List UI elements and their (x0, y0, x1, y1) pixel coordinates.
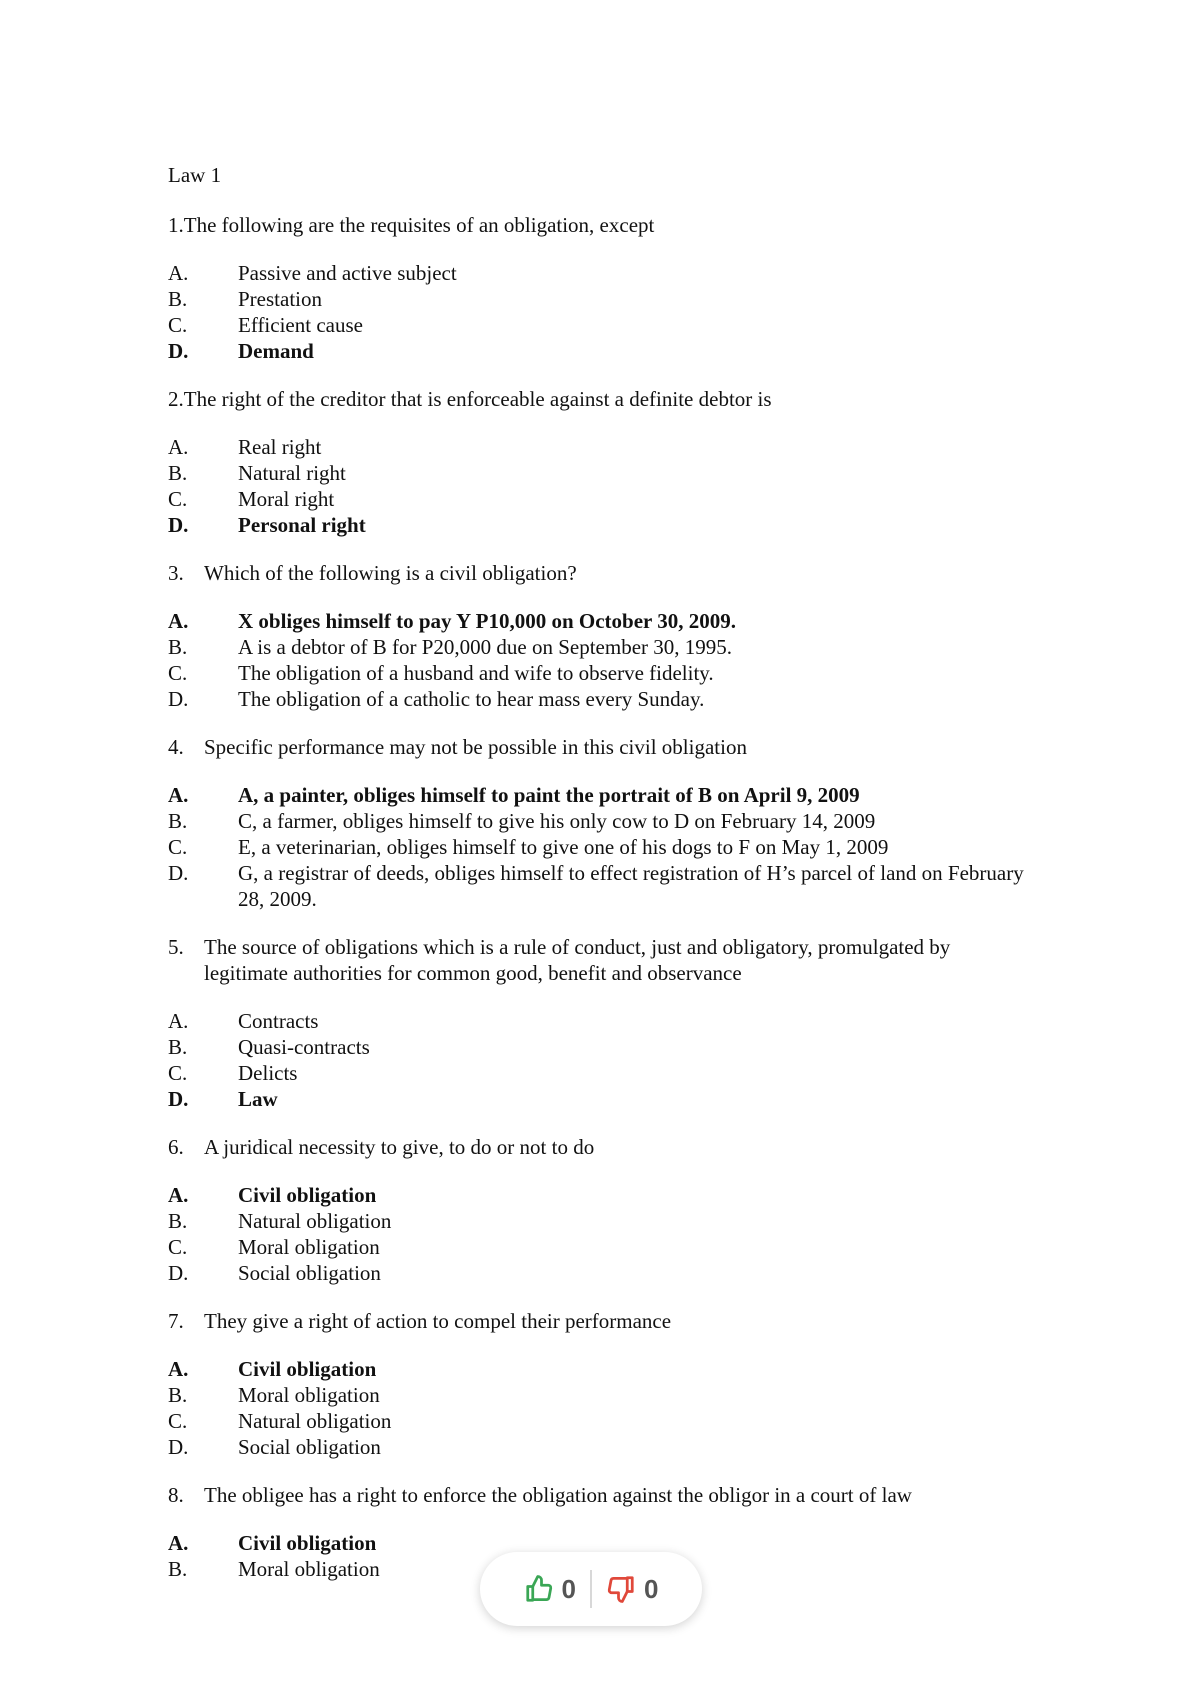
question (168, 1308, 1028, 1460)
option-text: G, a registrar of deeds, obliges himself to effect registration of H’s parcel of land on February 28, 2009. (238, 861, 1024, 911)
option-text: Delicts (238, 1061, 298, 1085)
option-text: Natural obligation (238, 1209, 392, 1233)
downvote-count: 0 (644, 1573, 659, 1604)
answer-option (168, 686, 1028, 712)
option-text: Moral obligation (238, 1557, 380, 1581)
option-letter: D. (168, 1261, 189, 1285)
option-letter: C. (168, 661, 188, 685)
question (168, 734, 1028, 912)
answer-option (168, 486, 1028, 512)
upvote-button[interactable] (510, 1574, 590, 1605)
correct-answer-option (168, 512, 1028, 538)
option-text: E, a veterinarian, obliges himself to give one of his dogs to F on May 1, 2009 (238, 835, 889, 859)
question-text (168, 1482, 1028, 1508)
question-body: They give a right of action to compel their performance (204, 1309, 672, 1333)
option-text: Social obligation (238, 1261, 381, 1285)
option-text: A is a debtor of B for P20,000 due on September 30, 1995. (238, 635, 733, 659)
option-text: Moral obligation (238, 1383, 380, 1407)
option-text: Moral right (238, 487, 335, 511)
answer-option (168, 860, 1028, 912)
question-body: The obligee has a right to enforce the obligation against the obligor in a court of law (204, 1483, 912, 1507)
option-text: C, a farmer, obliges himself to give his only cow to D on February 14, 2009 (238, 809, 876, 833)
answer-option (168, 434, 1028, 460)
question-text (168, 734, 1028, 760)
correct-answer-option (168, 338, 1028, 364)
option-letter: D. (168, 861, 189, 885)
answer-option (168, 1234, 1028, 1260)
thumbs-down-icon (606, 1574, 636, 1604)
option-letter: B. (168, 1383, 188, 1407)
question-text (168, 934, 1028, 986)
option-letter: C. (168, 313, 188, 337)
option-letter: B. (168, 1035, 188, 1059)
question-text (168, 1308, 1028, 1334)
question (168, 1134, 1028, 1286)
option-letter: A. (168, 1531, 189, 1555)
option-letter: A. (168, 1183, 189, 1207)
question-number: 6. (168, 1135, 184, 1159)
option-letter: A. (168, 1357, 189, 1381)
question (168, 212, 1028, 364)
question-body: The source of obligations which is a rule of conduct, just and obligatory, promulgated by legitimate authorities for common good, benefit and observance (204, 935, 951, 985)
answer-option (168, 634, 1028, 660)
option-text: Real right (238, 435, 322, 459)
option-letter: D. (168, 687, 189, 711)
answer-option (168, 1260, 1028, 1286)
question-number: 2. (168, 387, 184, 411)
option-letter: D. (168, 1087, 189, 1111)
option-text: Natural obligation (238, 1409, 392, 1433)
answer-option (168, 1008, 1028, 1034)
option-letter: D. (168, 1435, 189, 1459)
answer-option (168, 312, 1028, 338)
option-letter: D. (168, 513, 189, 537)
correct-answer-option (168, 1182, 1028, 1208)
vote-widget (480, 1552, 702, 1626)
answer-option (168, 1060, 1028, 1086)
option-text: Contracts (238, 1009, 319, 1033)
thumbs-up-icon (524, 1574, 554, 1604)
option-text: Personal right (238, 513, 366, 537)
answer-option (168, 1034, 1028, 1060)
question-body: Specific performance may not be possible in this civil obligation (204, 735, 747, 759)
option-text: Civil obligation (238, 1183, 377, 1207)
option-text: Prestation (238, 287, 322, 311)
option-letter: A. (168, 261, 189, 285)
option-text: The obligation of a catholic to hear mass every Sunday. (238, 687, 705, 711)
option-text: The obligation of a husband and wife to observe fidelity. (238, 661, 714, 685)
option-letter: B. (168, 461, 188, 485)
question-number: 1. (168, 213, 184, 237)
option-letter: A. (168, 783, 189, 807)
question (168, 934, 1028, 1112)
option-letter: B. (168, 809, 188, 833)
option-text: Civil obligation (238, 1531, 377, 1555)
question-number: 4. (168, 735, 184, 759)
question-body: The right of the creditor that is enforceable against a definite debtor is (183, 387, 772, 411)
question-number: 5. (168, 935, 184, 959)
option-text: Quasi-contracts (238, 1035, 370, 1059)
option-text: Passive and active subject (238, 261, 457, 285)
option-letter: C. (168, 1061, 188, 1085)
question (168, 386, 1028, 538)
option-text: Moral obligation (238, 1235, 380, 1259)
answer-option (168, 1382, 1028, 1408)
option-letter: C. (168, 1235, 188, 1259)
downvote-button[interactable] (592, 1574, 672, 1605)
question-text (168, 386, 1028, 412)
option-letter: A. (168, 1009, 189, 1033)
option-letter: B. (168, 287, 188, 311)
option-letter: C. (168, 1409, 188, 1433)
question-text (168, 212, 1028, 238)
option-letter: C. (168, 835, 188, 859)
option-text: X obliges himself to pay Y P10,000 on October 30, 2009. (238, 609, 736, 633)
option-text: Efficient cause (238, 313, 363, 337)
upvote-count: 0 (561, 1573, 576, 1604)
option-text: Demand (238, 339, 314, 363)
answer-option (168, 1408, 1028, 1434)
question-text (168, 1134, 1028, 1160)
answer-option (168, 1208, 1028, 1234)
question-number: 8. (168, 1483, 184, 1507)
document-title: Law 1 (168, 163, 222, 187)
option-text: Law (238, 1087, 278, 1111)
question-body: Which of the following is a civil obligation? (204, 561, 577, 585)
question (168, 560, 1028, 712)
question-number: 7. (168, 1309, 184, 1333)
correct-answer-option (168, 608, 1028, 634)
question-text (168, 560, 1028, 586)
answer-option (168, 660, 1028, 686)
option-text: Natural right (238, 461, 346, 485)
question-body: The following are the requisites of an obligation, except (183, 213, 655, 237)
answer-option (168, 286, 1028, 312)
question-number: 3. (168, 561, 184, 585)
option-text: A, a painter, obliges himself to paint the portrait of B on April 9, 2009 (238, 783, 860, 807)
answer-option (168, 834, 1028, 860)
option-letter: D. (168, 339, 189, 363)
option-letter: B. (168, 1557, 188, 1581)
option-text: Social obligation (238, 1435, 381, 1459)
option-letter: B. (168, 1209, 188, 1233)
correct-answer-option (168, 1356, 1028, 1382)
option-letter: A. (168, 435, 189, 459)
answer-option (168, 460, 1028, 486)
answer-option (168, 808, 1028, 834)
answer-option (168, 1434, 1028, 1460)
option-letter: B. (168, 635, 188, 659)
option-text: Civil obligation (238, 1357, 377, 1381)
option-letter: A. (168, 609, 189, 633)
answer-option (168, 260, 1028, 286)
question-body: A juridical necessity to give, to do or not to do (204, 1135, 595, 1159)
document-page (168, 160, 1028, 1604)
option-letter: C. (168, 487, 188, 511)
correct-answer-option (168, 782, 1028, 808)
correct-answer-option (168, 1086, 1028, 1112)
